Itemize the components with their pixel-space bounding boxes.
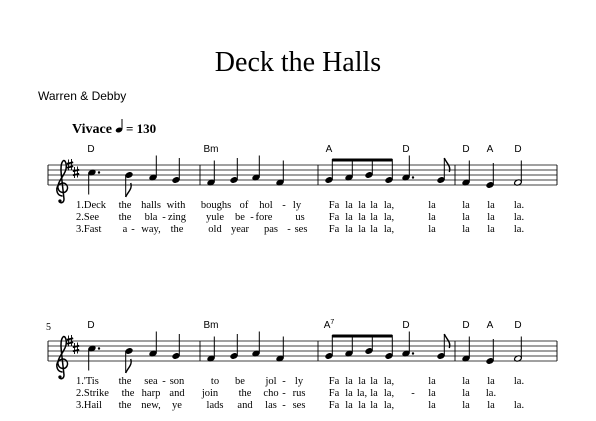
lyric-syllable: lads bbox=[206, 400, 224, 411]
augmentation-dot bbox=[98, 171, 100, 173]
lyric-hyphen: - bbox=[282, 200, 286, 211]
lyric-syllable: la. bbox=[513, 224, 525, 235]
lyric-syllable: la bbox=[462, 224, 470, 235]
chord-symbol: D bbox=[87, 144, 95, 155]
lyric-syllable: la bbox=[345, 200, 353, 211]
lyric-hyphen: - bbox=[282, 388, 286, 399]
lyric-syllable: to bbox=[210, 376, 220, 387]
lyric-syllable: la bbox=[370, 200, 378, 211]
lyric-syllable: the bbox=[170, 224, 184, 235]
lyric-syllable: la bbox=[487, 200, 495, 211]
augmentation-dot bbox=[412, 176, 414, 178]
lyric-syllable: harp bbox=[141, 388, 161, 399]
lyric-syllable: ly bbox=[292, 200, 302, 211]
lyric-syllable: the bbox=[238, 388, 252, 399]
lyric-syllable: la bbox=[487, 376, 495, 387]
lyric-syllable: ly bbox=[294, 376, 304, 387]
lyric-syllable: la bbox=[345, 212, 353, 223]
augmentation-dot bbox=[412, 352, 414, 354]
lyric-syllable: la bbox=[462, 200, 470, 211]
lyric-syllable: yule bbox=[205, 212, 225, 223]
augmentation-dot bbox=[98, 347, 100, 349]
tempo-marking: Vivace bbox=[72, 122, 112, 137]
lyric-syllable: la bbox=[428, 212, 436, 223]
lyric-syllable: la bbox=[358, 376, 366, 387]
lyric-syllable: ses bbox=[292, 400, 306, 411]
lyric-syllable: la. bbox=[513, 200, 525, 211]
lyric-syllable: la, bbox=[383, 224, 395, 235]
lyric-syllable: la bbox=[428, 400, 436, 411]
lyric-syllable: la bbox=[428, 224, 436, 235]
lyric-syllable: Fa bbox=[328, 388, 340, 399]
lyric-syllable: la bbox=[487, 224, 495, 235]
lyric-syllable: la bbox=[370, 388, 378, 399]
lyric-syllable: la bbox=[370, 376, 378, 387]
lyric-syllable: the bbox=[118, 376, 132, 387]
lyric-hyphen: - bbox=[282, 376, 286, 387]
lyric-syllable: la bbox=[358, 224, 366, 235]
lyric-syllable: Fa bbox=[328, 212, 340, 223]
chord-symbol: A bbox=[325, 144, 333, 155]
lyric-syllable: la. bbox=[513, 376, 525, 387]
lyric-syllable: new, bbox=[141, 400, 161, 411]
lyric-syllable: la bbox=[428, 388, 436, 399]
lyric-syllable: boughs bbox=[200, 200, 232, 211]
lyric-syllable: las bbox=[265, 400, 277, 411]
lyric-syllable: son bbox=[169, 376, 185, 387]
lyric-syllable: hol bbox=[259, 200, 273, 211]
lyric-syllable: la bbox=[345, 400, 353, 411]
lyric-syllable: la, bbox=[383, 212, 395, 223]
lyric-syllable: cho bbox=[263, 388, 279, 399]
lyric-hyphen: - bbox=[411, 388, 415, 399]
chord-symbol: D bbox=[462, 144, 470, 155]
lyric-syllable: 3.Fast bbox=[76, 224, 102, 235]
lyric-syllable: la bbox=[345, 376, 353, 387]
lyric-syllable: the bbox=[118, 400, 132, 411]
lyric-syllable: la bbox=[462, 400, 470, 411]
lyric-syllable: a bbox=[122, 224, 128, 235]
lyric-syllable: of bbox=[239, 200, 249, 211]
music-systems bbox=[46, 144, 557, 411]
treble-clef-icon bbox=[57, 337, 68, 379]
lyric-syllable: la bbox=[345, 388, 353, 399]
measure-number: 5 bbox=[46, 322, 51, 333]
lyric-syllable: Fa bbox=[328, 200, 340, 211]
lyric-syllable: halls bbox=[141, 200, 161, 211]
tempo-quarter-note-icon bbox=[115, 119, 123, 133]
chord-symbol: D bbox=[514, 320, 522, 331]
lyric-syllable: la. bbox=[513, 212, 525, 223]
lyric-syllable: year bbox=[230, 224, 250, 235]
lyric-syllable: la bbox=[428, 200, 436, 211]
lyric-syllable: la, bbox=[383, 376, 395, 387]
lyric-hyphen: - bbox=[162, 376, 166, 387]
song-title: Deck the Halls bbox=[214, 47, 382, 78]
lyric-syllable: bla bbox=[144, 212, 158, 223]
chord-symbol: D bbox=[402, 320, 410, 331]
lyric-syllable: fore bbox=[255, 212, 273, 223]
lyric-syllable: 2.See bbox=[76, 212, 100, 223]
lyric-syllable: and bbox=[169, 388, 185, 399]
lyric-hyphen: - bbox=[282, 400, 286, 411]
chord-symbol: D bbox=[462, 320, 470, 331]
lyric-syllable: 2.Strike bbox=[76, 388, 109, 399]
treble-clef-dot bbox=[58, 199, 61, 202]
chord-symbol: D bbox=[87, 320, 95, 331]
lyric-hyphen: - bbox=[131, 224, 135, 235]
treble-clef-icon bbox=[57, 161, 68, 203]
lyric-syllable: la, bbox=[383, 400, 395, 411]
lyric-syllable: la bbox=[345, 224, 353, 235]
lyric-hyphen: - bbox=[250, 212, 254, 223]
sharp-icon bbox=[73, 343, 79, 355]
chord-symbol: A bbox=[486, 320, 494, 331]
lyric-syllable: la. bbox=[485, 388, 497, 399]
lyric-syllable: be bbox=[235, 376, 245, 387]
lyric-syllable: la bbox=[462, 212, 470, 223]
composer-credit: Warren & Debby bbox=[38, 89, 127, 103]
music-system bbox=[48, 144, 557, 235]
lyric-syllable: join bbox=[201, 388, 219, 399]
chord-symbol: Bm bbox=[203, 320, 219, 331]
lyric-syllable: 3.Hail bbox=[76, 400, 102, 411]
lyric-syllable: la bbox=[358, 212, 366, 223]
lyric-syllable: 1.'Tis bbox=[76, 376, 99, 387]
lyric-syllable: ses bbox=[294, 224, 308, 235]
sharp-icon bbox=[73, 167, 79, 179]
lyric-hyphen: - bbox=[287, 224, 291, 235]
lyric-syllable: be bbox=[235, 212, 245, 223]
lyric-syllable: la bbox=[370, 224, 378, 235]
lyric-syllable: sea bbox=[144, 376, 158, 387]
lyric-syllable: the bbox=[118, 200, 132, 211]
lyric-syllable: la bbox=[370, 400, 378, 411]
lyric-syllable: la bbox=[487, 400, 495, 411]
lyric-syllable: the bbox=[121, 388, 135, 399]
lyric-syllable: the bbox=[118, 212, 132, 223]
lyric-syllable: Fa bbox=[328, 400, 340, 411]
treble-clef-dot bbox=[58, 375, 61, 378]
lyric-hyphen: - bbox=[162, 212, 166, 223]
lyric-syllable: la bbox=[370, 212, 378, 223]
lyric-syllable: la bbox=[462, 388, 470, 399]
lyric-syllable: Fa bbox=[328, 224, 340, 235]
lyric-syllable: way, bbox=[141, 224, 161, 235]
chord-symbol: D bbox=[514, 144, 522, 155]
lyric-syllable: us bbox=[295, 212, 305, 223]
lyric-syllable: la, bbox=[383, 200, 395, 211]
lyric-syllable: jol bbox=[265, 376, 277, 387]
lyric-syllable: 1.Deck bbox=[76, 200, 107, 211]
lyric-syllable: ye bbox=[172, 400, 182, 411]
lyric-syllable: rus bbox=[292, 388, 306, 399]
music-system bbox=[46, 319, 557, 411]
lyric-syllable: la bbox=[462, 376, 470, 387]
lyric-syllable: with bbox=[166, 200, 186, 211]
lyric-syllable: Fa bbox=[328, 376, 340, 387]
chord-symbol: Bm bbox=[203, 144, 219, 155]
chord-symbol: $A^7$ bbox=[323, 319, 335, 331]
lyric-syllable: la bbox=[428, 376, 436, 387]
lyric-syllable: la. bbox=[513, 400, 525, 411]
lyric-syllable: zing bbox=[167, 212, 187, 223]
tempo-bpm: = 130 bbox=[126, 121, 157, 136]
lyric-syllable: old bbox=[208, 224, 222, 235]
lyric-syllable: la bbox=[358, 200, 366, 211]
lyric-syllable: la, bbox=[356, 388, 368, 399]
lyric-syllable: la bbox=[487, 212, 495, 223]
chord-symbol: D bbox=[402, 144, 410, 155]
lyric-syllable: and bbox=[237, 400, 253, 411]
chord-symbol: A bbox=[486, 144, 494, 155]
lyric-syllable: la, bbox=[383, 388, 395, 399]
lyric-syllable: la bbox=[358, 400, 366, 411]
lyric-syllable: pas bbox=[264, 224, 278, 235]
